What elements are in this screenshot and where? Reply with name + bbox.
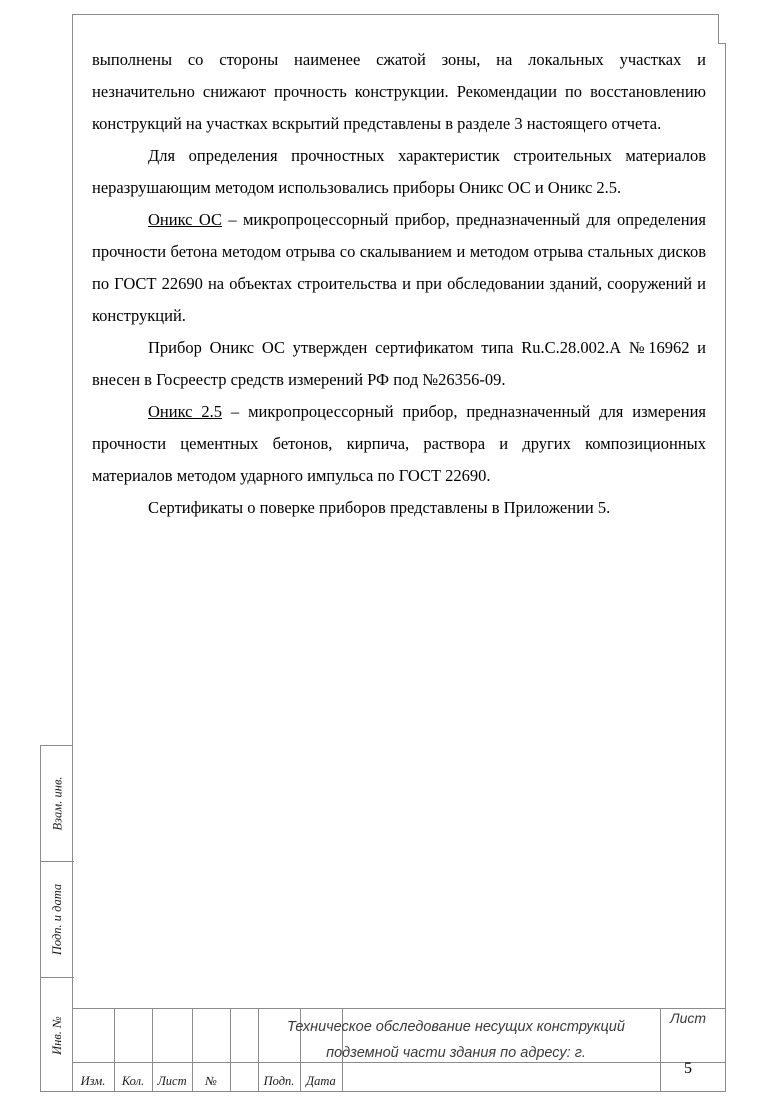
stamp-hline-top [72, 1008, 726, 1009]
device-description-onix-os: – микропроцессорный прибор, предназначенный для определения прочности бетона методом отрыва со скалыванием и методом отрыва стальных дисков по ГОСТ 22690 на объектах строительства и при обследовании зданий, сооружений и конструкций. [92, 210, 706, 325]
paragraph-device-onix-25 [92, 396, 706, 492]
paragraph-methods-intro: Для определения прочностных характеристик строительных материалов неразрушающим методом использовались приборы Оникс ОС и Оникс 2.5. [92, 146, 706, 197]
stamp-vline-4 [230, 1008, 231, 1092]
device-name-onix-os: Оникс ОС [148, 210, 222, 229]
stamp-sheet-number: 5 [684, 1060, 692, 1077]
paragraph-calibration-certificates: Сертификаты о поверке приборов представлены в Приложении 5. [148, 498, 611, 517]
page-body-text [92, 44, 706, 524]
paragraph-certificate-onix-os: Прибор Оникс ОС утвержден сертификатом типа Ru.C.28.002.А №16962 и внесен в Госреестр средств измерений РФ под №26356-09. [92, 338, 706, 389]
paragraph-continued: выполнены со стороны наименее сжатой зоны, на локальных участках и незначительно снижают прочность конструкции. Рекомендации по восстановлению конструкций на участках вскрытий представлены в разделе 3 настоящего отчета. [92, 50, 706, 133]
paragraph-device-onix-os [92, 204, 706, 332]
left-margin-label-podp-i-data: Подп. и дата [49, 883, 64, 956]
stamp-column-list: Лист [157, 1073, 187, 1088]
stamp-sheet-label: Лист [669, 1010, 707, 1026]
device-description-onix-25: – микропроцессорный прибор, предназначенный для измерения прочности цементных бетонов, кирпича, раствора и других композиционных материалов методом ударного импульса по ГОСТ 22690. [92, 402, 706, 485]
stamp-document-title-line1: Техническое обследование несущих конструкций [287, 1019, 625, 1035]
page-frame-corner-notch [718, 14, 726, 44]
stamp-column-kol: Кол. [121, 1073, 145, 1088]
left-margin-cell-podp-i-data [41, 862, 74, 978]
left-margin-column [40, 745, 73, 1092]
stamp-column-podp: Подп. [263, 1073, 295, 1088]
stamp-document-title-line2: подземной части здания по адресу: г. [326, 1045, 586, 1061]
stamp-column-data: Дата [306, 1073, 336, 1088]
left-margin-label-inv-no: Инв. № [49, 1016, 64, 1055]
left-margin-label-vzam-inv: Взам. инв. [50, 776, 64, 831]
left-margin-cell-vzam-inv [41, 746, 74, 862]
stamp-column-number: № [205, 1073, 217, 1088]
device-name-onix-25: Оникс 2.5 [148, 402, 223, 421]
stamp-column-izm: Изм. [80, 1073, 106, 1088]
left-margin-cell-inv-no [41, 978, 74, 1093]
stamp-document-title [258, 1010, 654, 1090]
